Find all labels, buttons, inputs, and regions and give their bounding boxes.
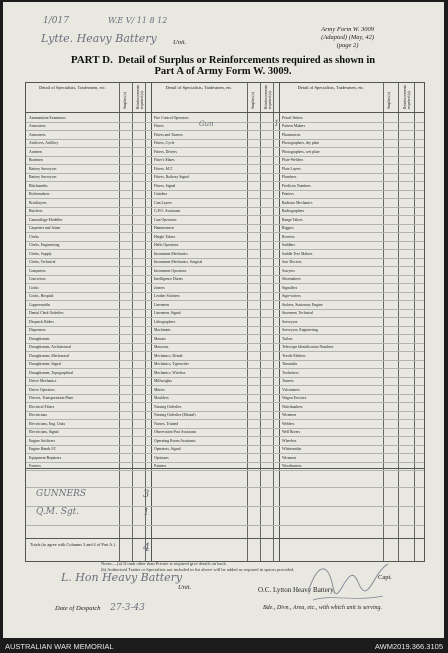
table-cell: Pattern Makers (282, 124, 306, 128)
table-cell: Operators, Signal (154, 447, 181, 451)
table-cell: Welders (282, 421, 295, 426)
table-cell: Fitters, Cycle (154, 141, 175, 145)
reinf-header: Reinforcements required (a) (136, 84, 144, 109)
note-line: Notes.—(a) If rank other than Private is required give details on back. (101, 561, 227, 566)
handwritten-ref: W.E V/ 11 8 12 (108, 16, 168, 25)
table-cell: Signallers (282, 285, 298, 290)
table-cell: Hammermen (154, 226, 174, 230)
handwritten-unit: Lytte. Heavy Battery (41, 32, 157, 45)
table-cell: Radiographers (282, 209, 305, 213)
table-cell: Electricians, Signal (29, 430, 59, 434)
table-cell: Gun Layers (154, 200, 172, 205)
table-cell: Bricklayers (29, 200, 47, 205)
extra-row-value: 1 (143, 507, 150, 518)
table-cell: Height Takers (154, 234, 176, 239)
table-cell: Coppersmiths (29, 302, 51, 307)
table-cell: Cooks (29, 285, 39, 290)
table-cell: Surveyors (282, 319, 298, 324)
table-cell: Linesmen, Signal (154, 311, 181, 315)
table-cell: Butchers (29, 209, 43, 213)
table-cell: Fitters and Turners (154, 132, 183, 137)
table-cell: Instrument Mechanics, Surgical (154, 260, 203, 264)
table-cell: Draughtsmen, Topographical (29, 370, 74, 375)
table-cell: Electricians, Eng. Units (29, 421, 66, 426)
table-cell: Grinders (154, 192, 168, 196)
surplus-header: Surplus (a) (251, 92, 255, 109)
table-cell: Sawyers (282, 268, 295, 273)
table-cell: Masons (154, 336, 166, 341)
table-cell: Driver Mechanics (29, 379, 57, 383)
table-cell: Battery Surveyors (29, 166, 57, 171)
table-cell: Range Takers (282, 217, 303, 222)
table-cell: Tailors (282, 336, 293, 341)
title-line2: Part A of Army Form W. 3009. (154, 66, 292, 77)
table-cell: Ammunition Examiners (29, 115, 66, 120)
page-title (18, 55, 428, 77)
table-cell: Blacksmiths (29, 183, 48, 188)
title-line1: Detail of Surplus or Reinforcements required as shown in (118, 55, 376, 66)
table-cell: Toolsetters (282, 370, 299, 375)
specialists-table (25, 82, 425, 562)
table-cell: Wiremen (282, 455, 296, 460)
table-cell: Printers (282, 192, 294, 196)
fitters-mark: Gun (199, 120, 214, 128)
footer-unit-label: Unit. (178, 584, 192, 591)
table-cell: Plumbers (282, 175, 297, 179)
specialist-header: Detail of Specialists, Tradesmen, etc. (39, 85, 106, 90)
table-cell: Cooks, Hospital (29, 294, 54, 298)
table-cell: Armourers (29, 132, 46, 137)
table-cell: Battery Surveyors (29, 175, 57, 179)
table-cell: Linesmen (154, 302, 169, 307)
table-cell: Whitesmiths (282, 447, 302, 451)
table-cell: Miners (154, 387, 165, 392)
table-cell: Boilermakers (29, 192, 50, 196)
table-cell: G.P.O. Assistants (154, 209, 181, 213)
table-cell: Draughtsmen (29, 336, 50, 341)
table-cell: Saddle Tree Makers (282, 251, 313, 256)
table-cell: Carpenter and Joiner (29, 226, 61, 230)
table-cell: Clerks, Supply (29, 251, 52, 256)
oc-line: O.C. Lytton Heavy Battery, (258, 586, 335, 594)
table-cell: Clerks (29, 234, 39, 239)
table-cell: Surveyors, Engineering (282, 328, 318, 332)
table-cell: Turners (282, 379, 294, 383)
table-cell: Saddlers (282, 243, 296, 247)
table-cell: Riggers (282, 226, 294, 230)
footer-unit-handwritten: L. Hon Heavy Battery (61, 571, 183, 584)
table-cell: Concretors (29, 277, 46, 281)
table-cell: Pencil Setters (282, 115, 303, 120)
table-cell: Camouflage Modeller (29, 217, 63, 222)
table-cell: Driver Operators (29, 387, 55, 392)
signature-icon (303, 552, 393, 607)
table-cell: Axemen (29, 149, 42, 154)
form-ref-line: (page 2) (336, 42, 359, 49)
table-cell: Fitter's Mates (154, 158, 175, 162)
table-cell: Fitters, Railway Signal (154, 175, 189, 179)
table-cell: Boatmen (29, 158, 43, 162)
despatch-line (55, 603, 145, 613)
surplus-header: Surplus (a) (387, 92, 391, 109)
table-cell: Electrical Fitters (29, 404, 55, 409)
specialist-header: Detail of Specialists, Tradesmen, etc. (297, 85, 365, 90)
totals-value: 4 (143, 541, 150, 554)
table-cell: Painters (154, 464, 167, 468)
reinf-header: Reinforcements required (a) (264, 84, 272, 109)
table-cell: Equipment Repairers (29, 455, 62, 460)
table-cell: Instrument Mechanics (154, 251, 188, 256)
extra-row-value: 3 (143, 489, 150, 500)
extra-row-label: GUNNERS (36, 489, 87, 499)
table-cell: Sign-writers (282, 294, 301, 298)
table-cell: Woodturners (282, 464, 302, 468)
table-cell: Mechanics, Dental (154, 353, 183, 358)
bde-line: Bde., Divn., Area, etc., with which unit is serving. (263, 605, 382, 611)
table-cell: Nurses, Trained (154, 421, 179, 426)
table-cell: Watchmakers (282, 404, 303, 409)
table-cell: Computers (29, 268, 46, 273)
table-cell: Pharmacists (282, 132, 301, 137)
attribution-left: AUSTRALIAN WAR MEMORIAL (5, 642, 114, 651)
note-line: (b) Authorised Trades or Specialists not included in list above will be added as required in spaces provided. (101, 566, 295, 572)
table-cell: Storemen, Technical (282, 311, 314, 315)
table-cell: Artificers, Artillery (29, 141, 59, 145)
table-cell: Observation Post Assistants (154, 430, 197, 434)
table-cell: Plate-Welders (282, 158, 304, 162)
date-label: Date of Despatch (55, 605, 101, 612)
table-cell: Hello Operators (154, 243, 179, 247)
table-cell: Fitters, Signal (154, 183, 176, 188)
surplus-header: Surplus (a) (123, 92, 127, 109)
table-cell: Fitters, M.T. (154, 166, 173, 171)
table-cell: Draughtsmen, Mechanical (29, 353, 70, 358)
table-cell: Photographers, wet plate (282, 149, 320, 154)
table-cell: Predictor Numbers (282, 183, 311, 188)
table-cell: Mechanics, Typewriter (154, 362, 189, 366)
title-part: PART D. (70, 54, 113, 66)
table-cell: Wagon Erectors (282, 396, 307, 400)
table-cell: Fire Control Operators (154, 115, 189, 120)
table-cell: Draughtsmen, Signal (29, 362, 62, 366)
attribution-bar (0, 640, 448, 653)
form-ref-line: Army Form W. 3009 (321, 26, 374, 33)
table-cell: Radiator Mechanics (282, 200, 313, 205)
table-cell: Shoemakers (282, 277, 301, 281)
table-cell: Engine Artificers (29, 438, 56, 443)
table-cell: Fitters, Drivers (154, 149, 177, 154)
totals-label: Totals (to agree with Columns 3 and 4 of Part A.) (30, 542, 115, 547)
table-cell: Fitters (154, 124, 164, 128)
table-cell: Riveters (282, 234, 295, 239)
table-cell: Clerks, Engineering (29, 243, 60, 247)
form-ref-line: (Adapted) (May, 42) (321, 34, 374, 41)
table-cell: Drivers, Transportation Plant (29, 396, 74, 400)
reinf-header: Reinforcements required (a) (403, 84, 411, 109)
table-cell: Engine Hands I/C (29, 447, 57, 451)
table-cell: Intelligence Duties (154, 277, 183, 281)
table-cell: Wiremen (282, 413, 296, 417)
table-cell: Nursing Orderlies (Mental) (154, 413, 196, 417)
table-cell: Textile Fabbers (282, 353, 306, 358)
table-cell: Well Borers (282, 430, 301, 434)
table-cell: Plate Layers (282, 166, 301, 171)
table-cell: Clerks, Technical (29, 260, 56, 264)
table-cell: Vulcanisers (282, 387, 300, 392)
table-cell: Dental Clerk Orderlies (29, 311, 64, 315)
table-cell: Dispensers (29, 328, 46, 332)
table-cell: Lithographers (154, 319, 176, 324)
table-cell: Telescope Identification Numbers (282, 345, 334, 349)
attribution-right: AWM2019.366.3105 (374, 642, 443, 651)
specialist-header: Detail of Specialists, Tradesmen, etc. (165, 85, 233, 90)
table-cell: Instrument Operators (154, 268, 187, 273)
table-cell: Machinists (154, 328, 171, 332)
form-reference (321, 26, 374, 50)
unit-label: Unit. (173, 39, 187, 46)
date-value: 27-3-43 (110, 603, 145, 613)
table-cell: Opticians (154, 455, 169, 460)
extra-row-label: Q.M. Sgt. (36, 507, 80, 517)
form-sheet (3, 2, 444, 638)
table-cell: Wheelers (282, 438, 297, 443)
table-cell: Farriers (29, 464, 41, 468)
fitters-count: 1 (274, 119, 280, 128)
table-cell: Gun Operators (154, 217, 177, 222)
table-cell: Mechanics, Wireless (154, 370, 186, 375)
table-cell: Joiners (154, 285, 165, 290)
table-cell: Draughtsmen, Architectural (29, 345, 72, 349)
table-cell: Masseurs (154, 345, 169, 349)
capt-label: Capt. (378, 574, 392, 581)
table-cell: Stokers, Stationary Engine (282, 302, 323, 307)
table-cell: Despatch Riders (29, 319, 54, 324)
table-cell: Electricians (29, 413, 47, 417)
table-cell: Tinsmiths (282, 362, 298, 366)
handwritten-numbers: 1/017 (43, 16, 69, 26)
table-cell: Saw Doctors (282, 260, 302, 264)
table-cell: Leather Stitchers (154, 294, 180, 298)
table-cell: Moulders (154, 396, 169, 400)
table-cell: Photographers, dry plate (282, 141, 320, 145)
table-cell: Operating Room Assistants (154, 438, 196, 443)
table-cell: Armourers (29, 124, 46, 128)
table-cell: Millwrights (154, 379, 172, 383)
table-cell: Nursing Orderlies (154, 404, 182, 409)
